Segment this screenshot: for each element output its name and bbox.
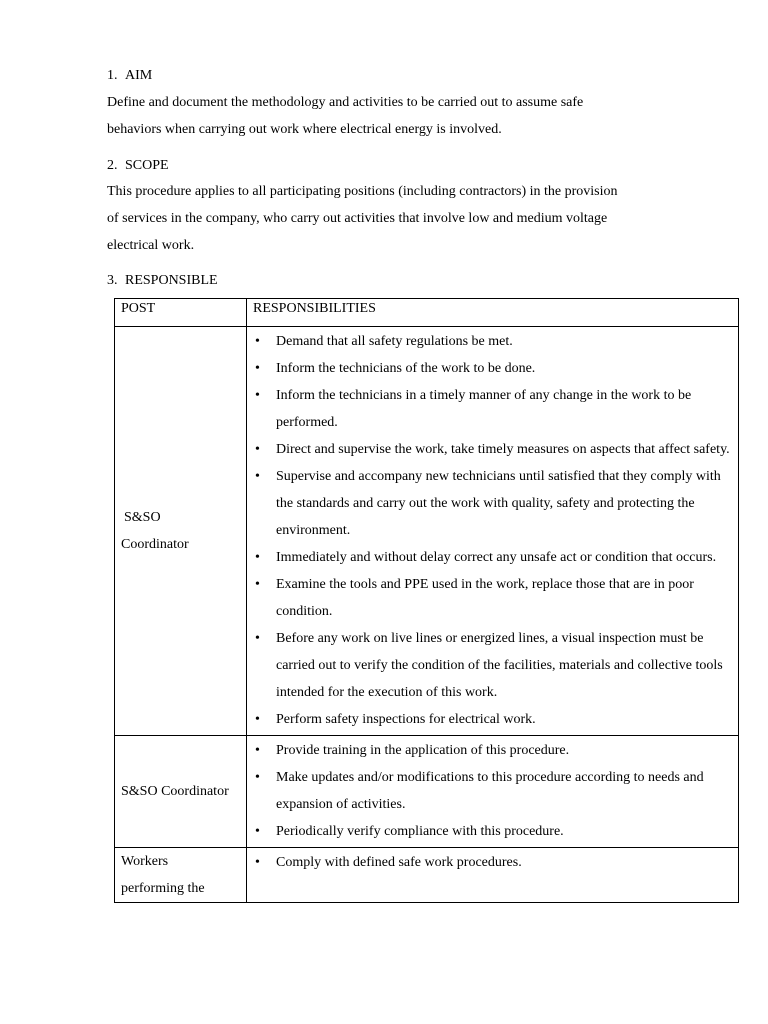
list-item: • Inform the technicians in a timely manner of any change in the work to be performed. — [276, 382, 730, 436]
post-label-line: Workers — [121, 854, 169, 869]
table-header-responsibilities: RESPONSIBILITIES — [247, 299, 739, 327]
list-item: • Demand that all safety regulations be met. — [276, 328, 730, 355]
post-label-line: Coordinator — [121, 537, 189, 552]
section-scope-heading — [107, 157, 169, 175]
section-aim-heading — [107, 67, 152, 85]
list-item: • Make updates and/or modifications to this procedure according to needs and expansion of activities. — [276, 764, 730, 818]
responsibilities-list — [247, 327, 738, 735]
responsibilities-list — [247, 848, 738, 878]
section-scope-number: 2. — [107, 158, 118, 173]
responsibilities-table — [114, 298, 739, 903]
section-responsible-heading — [107, 272, 218, 290]
scope-text-line: of services in the company, who carry out activities that involve low and medium voltage — [107, 211, 608, 226]
list-item: • Direct and supervise the work, take timely measures on aspects that affect safety. — [276, 436, 730, 463]
table-row — [115, 327, 739, 736]
list-item: • Before any work on live lines or energized lines, a visual inspection must be carried out to verify the condition of the facilities, materials and collective tools intended for the execution of this work. — [276, 625, 730, 706]
list-item: • Perform safety inspections for electrical work. — [276, 706, 730, 733]
responsibilities-list — [247, 736, 738, 847]
responsibilities-cell — [247, 736, 739, 848]
post-cell — [115, 327, 247, 736]
section-scope-title: SCOPE — [125, 158, 169, 173]
section-aim-title: AIM — [125, 68, 153, 83]
list-item: • Inform the technicians of the work to be done. — [276, 355, 730, 382]
list-item: • Immediately and without delay correct any unsafe act or condition that occurs. — [276, 544, 730, 571]
scope-text-line: electrical work. — [107, 238, 195, 253]
table-header-row — [115, 299, 739, 327]
table-row — [115, 736, 739, 848]
post-cell — [115, 848, 247, 903]
list-item: • Comply with defined safe work procedures. — [276, 849, 730, 876]
scope-text-line: This procedure applies to all participating positions (including contractors) in the provision — [107, 184, 618, 199]
post-label-line: S&SO — [124, 510, 161, 525]
list-item: • Provide training in the application of this procedure. — [276, 737, 730, 764]
list-item: • Supervise and accompany new technicians until satisfied that they comply with the standards and carry out the work with quality, safety and protecting the environment. — [276, 463, 730, 544]
table-header-post: POST — [115, 299, 247, 327]
list-item: • Examine the tools and PPE used in the work, replace those that are in poor condition. — [276, 571, 730, 625]
list-item: • Periodically verify compliance with this procedure. — [276, 818, 730, 845]
post-label-line: performing the — [121, 881, 205, 896]
post-label-line: S&SO Coordinator — [121, 784, 229, 799]
table-row — [115, 848, 739, 903]
responsibilities-cell — [247, 848, 739, 903]
section-responsible-number: 3. — [107, 273, 118, 288]
responsibilities-cell — [247, 327, 739, 736]
aim-text-line: behaviors when carrying out work where electrical energy is involved. — [107, 122, 502, 137]
aim-text-line: Define and document the methodology and activities to be carried out to assume safe — [107, 95, 584, 110]
section-responsible-title: RESPONSIBLE — [125, 273, 218, 288]
post-cell — [115, 736, 247, 848]
section-aim-number: 1. — [107, 68, 118, 83]
